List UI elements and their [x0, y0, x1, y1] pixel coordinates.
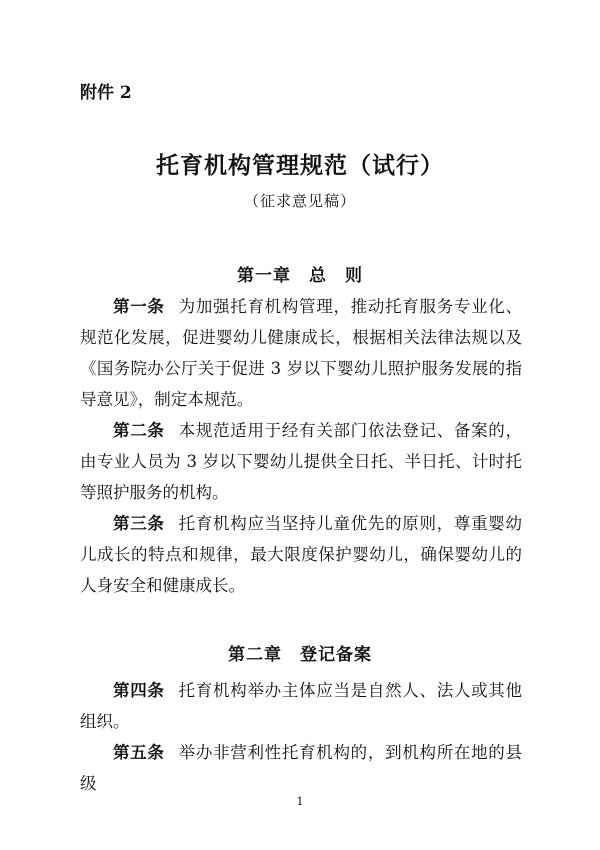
chapter-number: 第一章 — [237, 266, 291, 286]
chapter-heading-1 — [0, 261, 600, 286]
chapter-name: 总 则 — [309, 266, 363, 286]
article-4 — [80, 675, 522, 737]
article-3 — [80, 508, 522, 601]
article-label: 第四条 — [113, 681, 165, 700]
article-label: 第五条 — [113, 743, 165, 762]
article-text: 托育机构举办主体应当是自然人、法人或其他组织。 — [80, 681, 523, 731]
page-number: 1 — [296, 795, 304, 808]
article-2 — [80, 415, 522, 508]
article-1 — [80, 291, 522, 415]
chapter-name: 登记备案 — [300, 645, 372, 665]
article-text: 为加强托育机构管理，推动托育服务专业化、规范化发展，促进婴幼儿健康成长，根据相关法律法规以及《国务院办公厅关于促进 3 岁以下婴幼儿照护服务发展的指导意见》，制定本规范。 — [80, 297, 523, 409]
attachment-label: 附件 2 — [80, 83, 132, 103]
article-label: 第三条 — [113, 514, 165, 533]
chapter-heading-2 — [0, 640, 600, 665]
article-text: 本规范适用于经有关部门依法登记、备案的，由专业人员为 3 岁以下婴幼儿提供全日托、半日托、计时托等照护服务的机构。 — [80, 421, 523, 502]
article-text: 托育机构应当坚持儿童优先的原则，尊重婴幼儿成长的特点和规律，最大限度保护婴幼儿，确保婴幼儿的人身安全和健康成长。 — [80, 514, 523, 595]
article-label: 第一条 — [113, 297, 165, 316]
document-subtitle: （征求意见稿） — [243, 192, 356, 210]
document-title: 托育机构管理规范（试行） — [156, 152, 444, 179]
article-label: 第二条 — [113, 421, 165, 440]
article-5 — [80, 737, 523, 793]
chapter-number: 第二章 — [228, 645, 282, 665]
article-text: 举办非营利性托育机构的，到机构所在地的县级 — [80, 743, 523, 793]
